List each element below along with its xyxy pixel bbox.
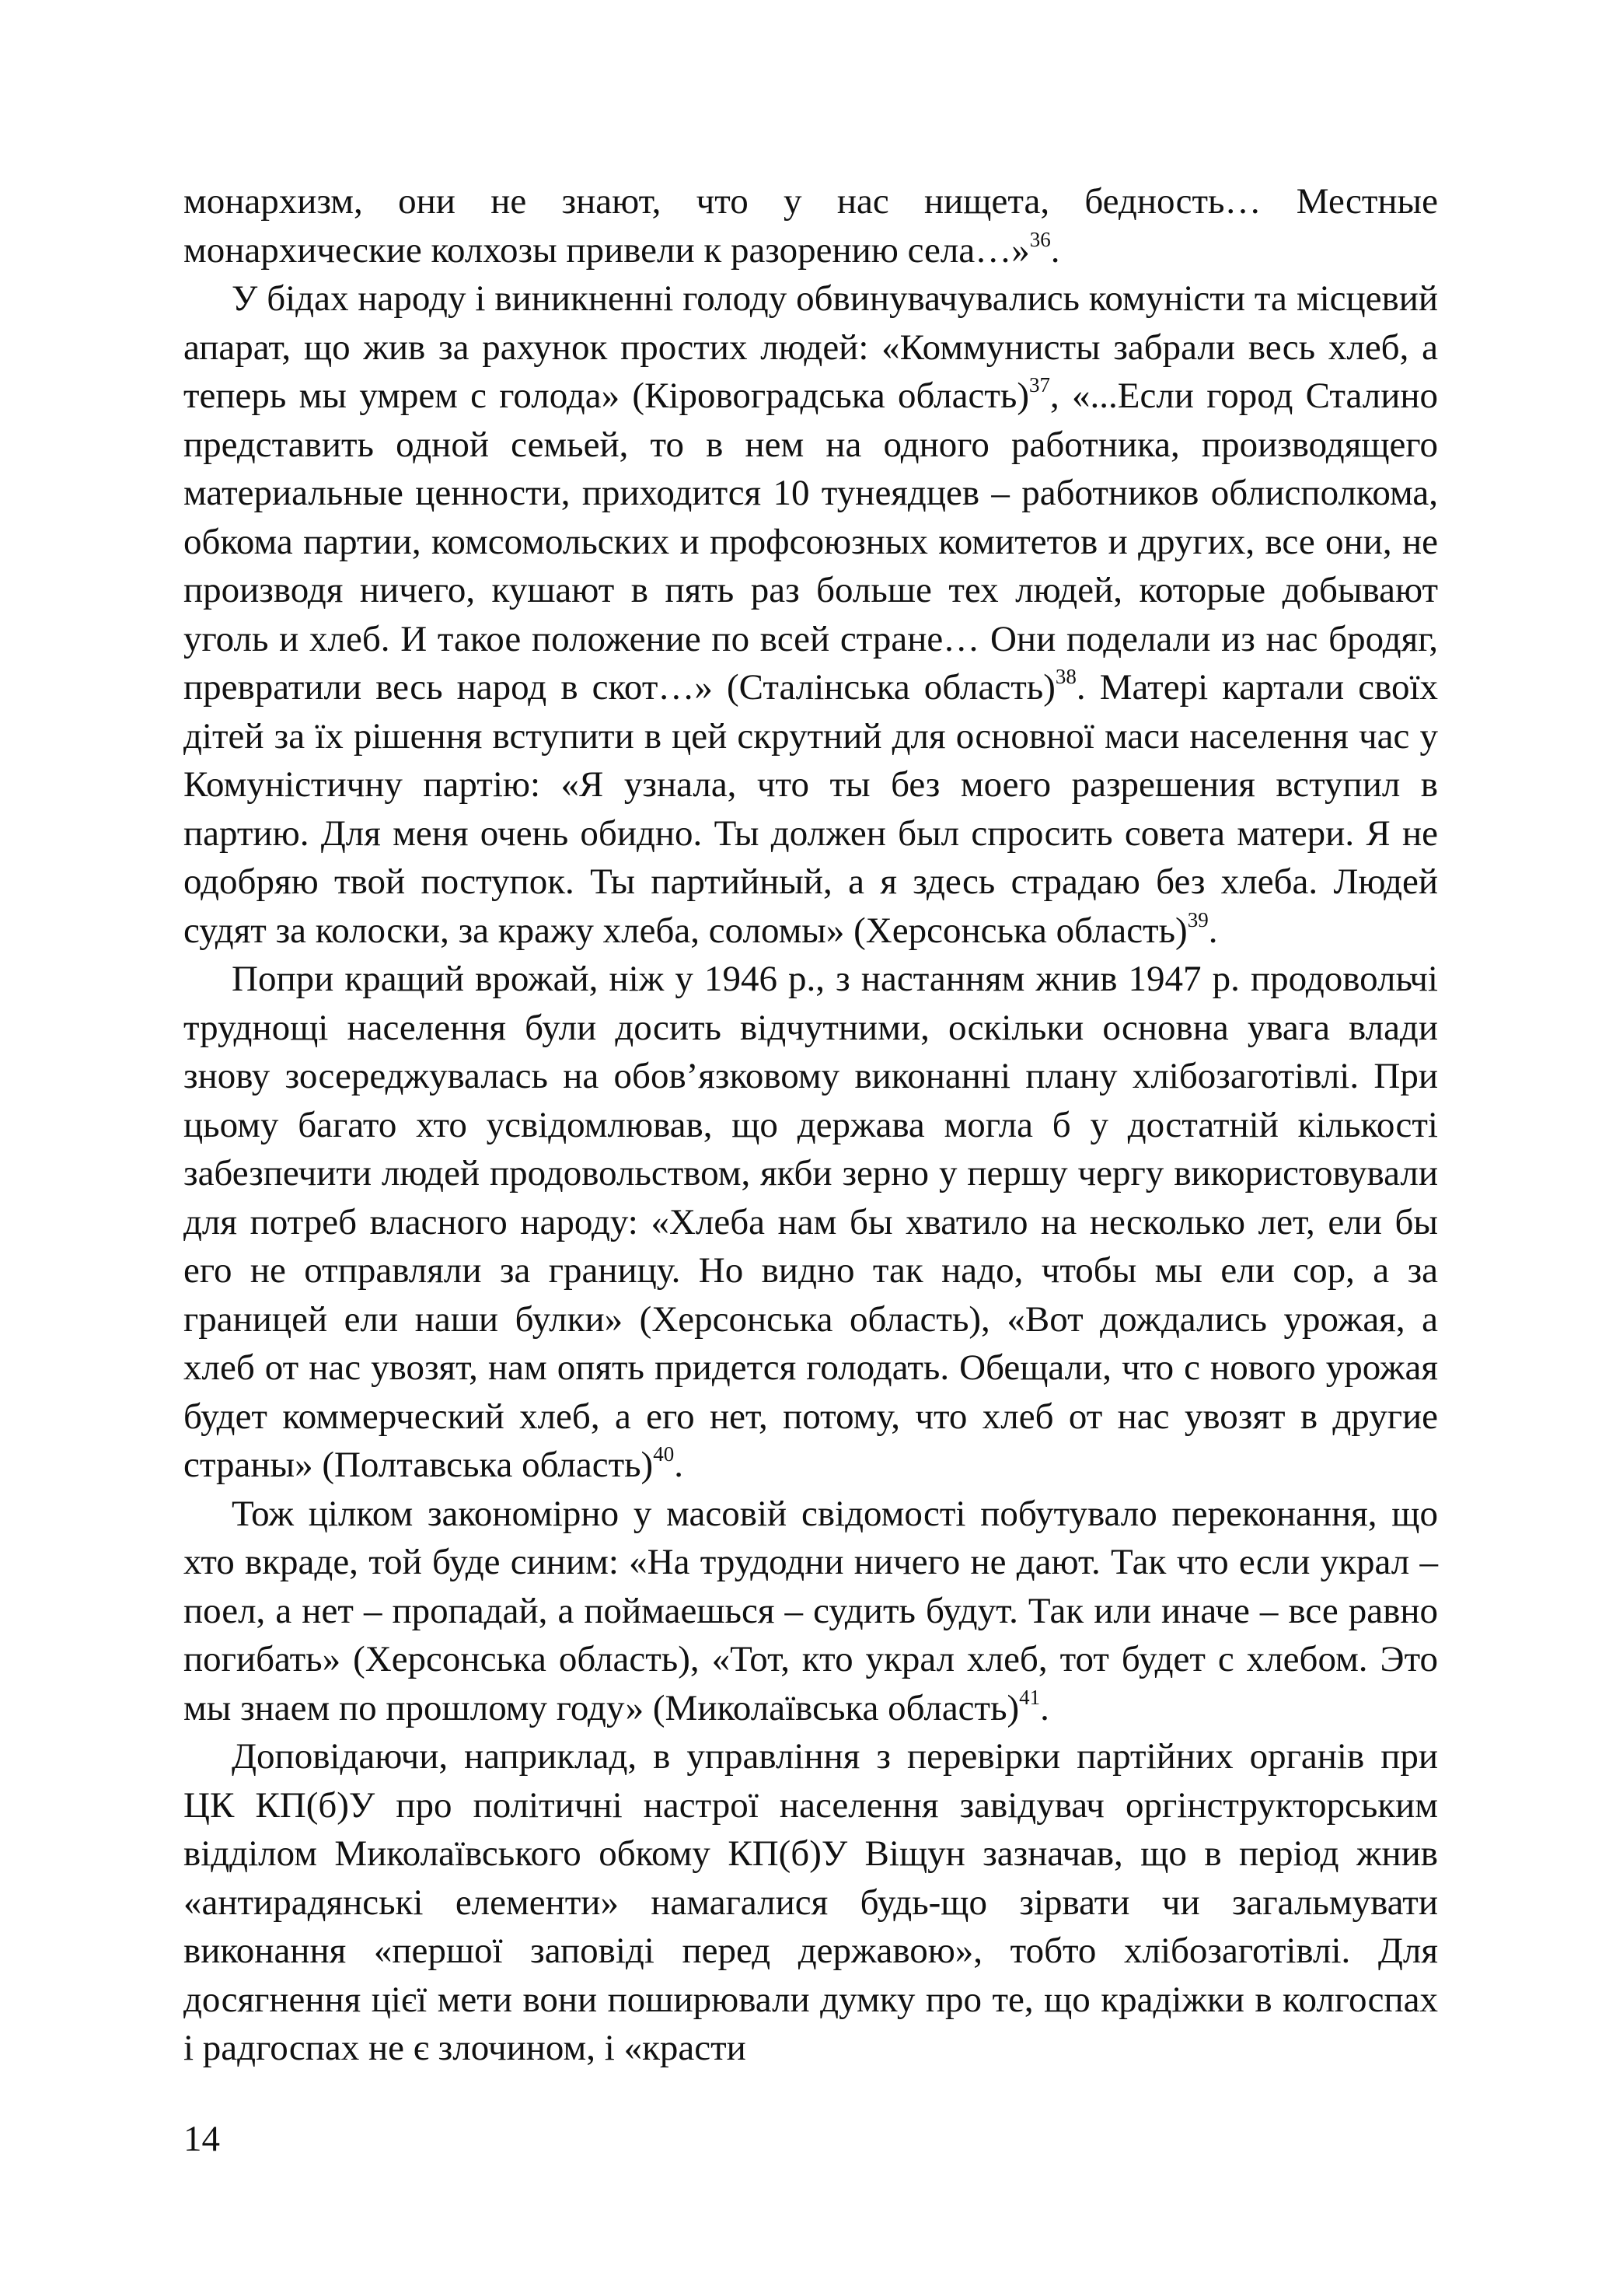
paragraph-text: . bbox=[1050, 229, 1060, 271]
footnote-reference: 37 bbox=[1029, 373, 1050, 397]
paragraph-text: . bbox=[1040, 1687, 1049, 1728]
paragraph-text: . bbox=[674, 1445, 683, 1485]
footnote-reference: 38 bbox=[1055, 665, 1077, 689]
footnote-reference: 40 bbox=[653, 1442, 675, 1466]
page-number: 14 bbox=[183, 2119, 220, 2159]
paragraph bbox=[183, 274, 1438, 955]
paragraph-text: Попри кращий врожай, ніж у 1946 р., з настанням жнив 1947 р. продовольчі труднощі населення були досить відчутними, оскільки основна увага влади знову зосереджувалась на обов’язковому виконанні плану хлібозаготівлі. При цьому багато хто усвідомлював, що держава могла б у достатній кількості забезпечити людей продовольством, якби зерно у першу чергу використовували для потреб власного народу: «Хлеба нам бы хватило на несколько лет, ели бы его не отправляли за границу. Но видно так надо, чтобы мы ели сор, а за границей ели наши булки» (Херсонська область), «Вот дождались урожая, а хлеб от нас увозят, нам опять придется голодать. Обещали, что с нового урожая будет коммерческий хлеб, а его нет, потому, что хлеб от нас увозят в другие страны» (Полтавська область) bbox=[183, 959, 1438, 1485]
paragraph-text: . bbox=[1208, 910, 1218, 951]
footnote-reference: 36 bbox=[1029, 227, 1051, 251]
paragraph-text: У бідах народу і виникненні голоду обвинувачувались комуністи та місцевий апарат, що жив за рахунок простих людей: «Коммунисты забрали весь хлеб, а теперь мы умрем с голода» (Кіровоградська область) bbox=[183, 278, 1438, 416]
page-text bbox=[183, 177, 1438, 2073]
paragraph-text: монархизм, они не знают, что у нас нищета, бедность… Местные монархические колхозы привели к разорению села…» bbox=[183, 181, 1438, 271]
paragraph bbox=[183, 177, 1438, 274]
footnote-reference: 41 bbox=[1019, 1685, 1041, 1709]
paragraph bbox=[183, 1732, 1438, 2073]
paragraph-text: Доповідаючи, наприклад, в управління з перевірки партійних органів при ЦК КП(б)У про політичні настрої населення завідувач оргінструкторським відділом Миколаївського обкому КП(б)У Віщун зазначав, що в період жнив «антирадянські елементи» намагалися будь-що зірвати чи загальмувати виконання «першої заповіді перед державою», тобто хлібозаготівлі. Для досягнення цієї мети вони поширювали думку про те, що крадіжки в колгоспах і радгоспах не є злочином, і «красти bbox=[183, 1736, 1438, 2068]
paragraph bbox=[183, 1490, 1438, 1733]
paragraph-text: . Матері картали своїх дітей за їх рішення вступити в цей скрутний для основної маси населення час у Комуністичну партію: «Я узнала, что ты без моего разрешения вступил в партию. Для меня очень обидно. Ты должен был спросить совета матери. Я не одобряю твой поступок. Ты партийный, а я здесь страдаю без хлеба. Людей судят за колоски, за кражу хлеба, соломы» (Херсонська область) bbox=[183, 667, 1439, 951]
paragraph-text: , «...Если город Сталино представить одной семьей, то в нем на одного работника, производящего материальные ценности, приходится 10 тунеядцев – работников облисполкома, обкома партии, комсомольских и профсоюзных комитетов и других, все они, не производя ничего, кушают в пять раз больше тех людей, которые добывают уголь и хлеб. И такое положение по всей стране… Они поделали из нас бродяг, превратили весь народ в скот…» (Сталінська область) bbox=[183, 376, 1439, 708]
paragraph-text: Тож цілком закономірно у масовій свідомості побутувало переконання, що хто вкраде, той буде синим: «На трудодни ничего не дают. Так что если украл – поел, а нет – пропадай, а поймаешься – судить будут. Так или иначе – все равно погибать» (Херсонська область), «Тот, кто украл хлеб, тот будет с хлебом. Это мы знаем по прошлому году» (Миколаївська область) bbox=[183, 1493, 1438, 1728]
paragraph bbox=[183, 955, 1438, 1490]
footnote-reference: 39 bbox=[1187, 907, 1209, 931]
